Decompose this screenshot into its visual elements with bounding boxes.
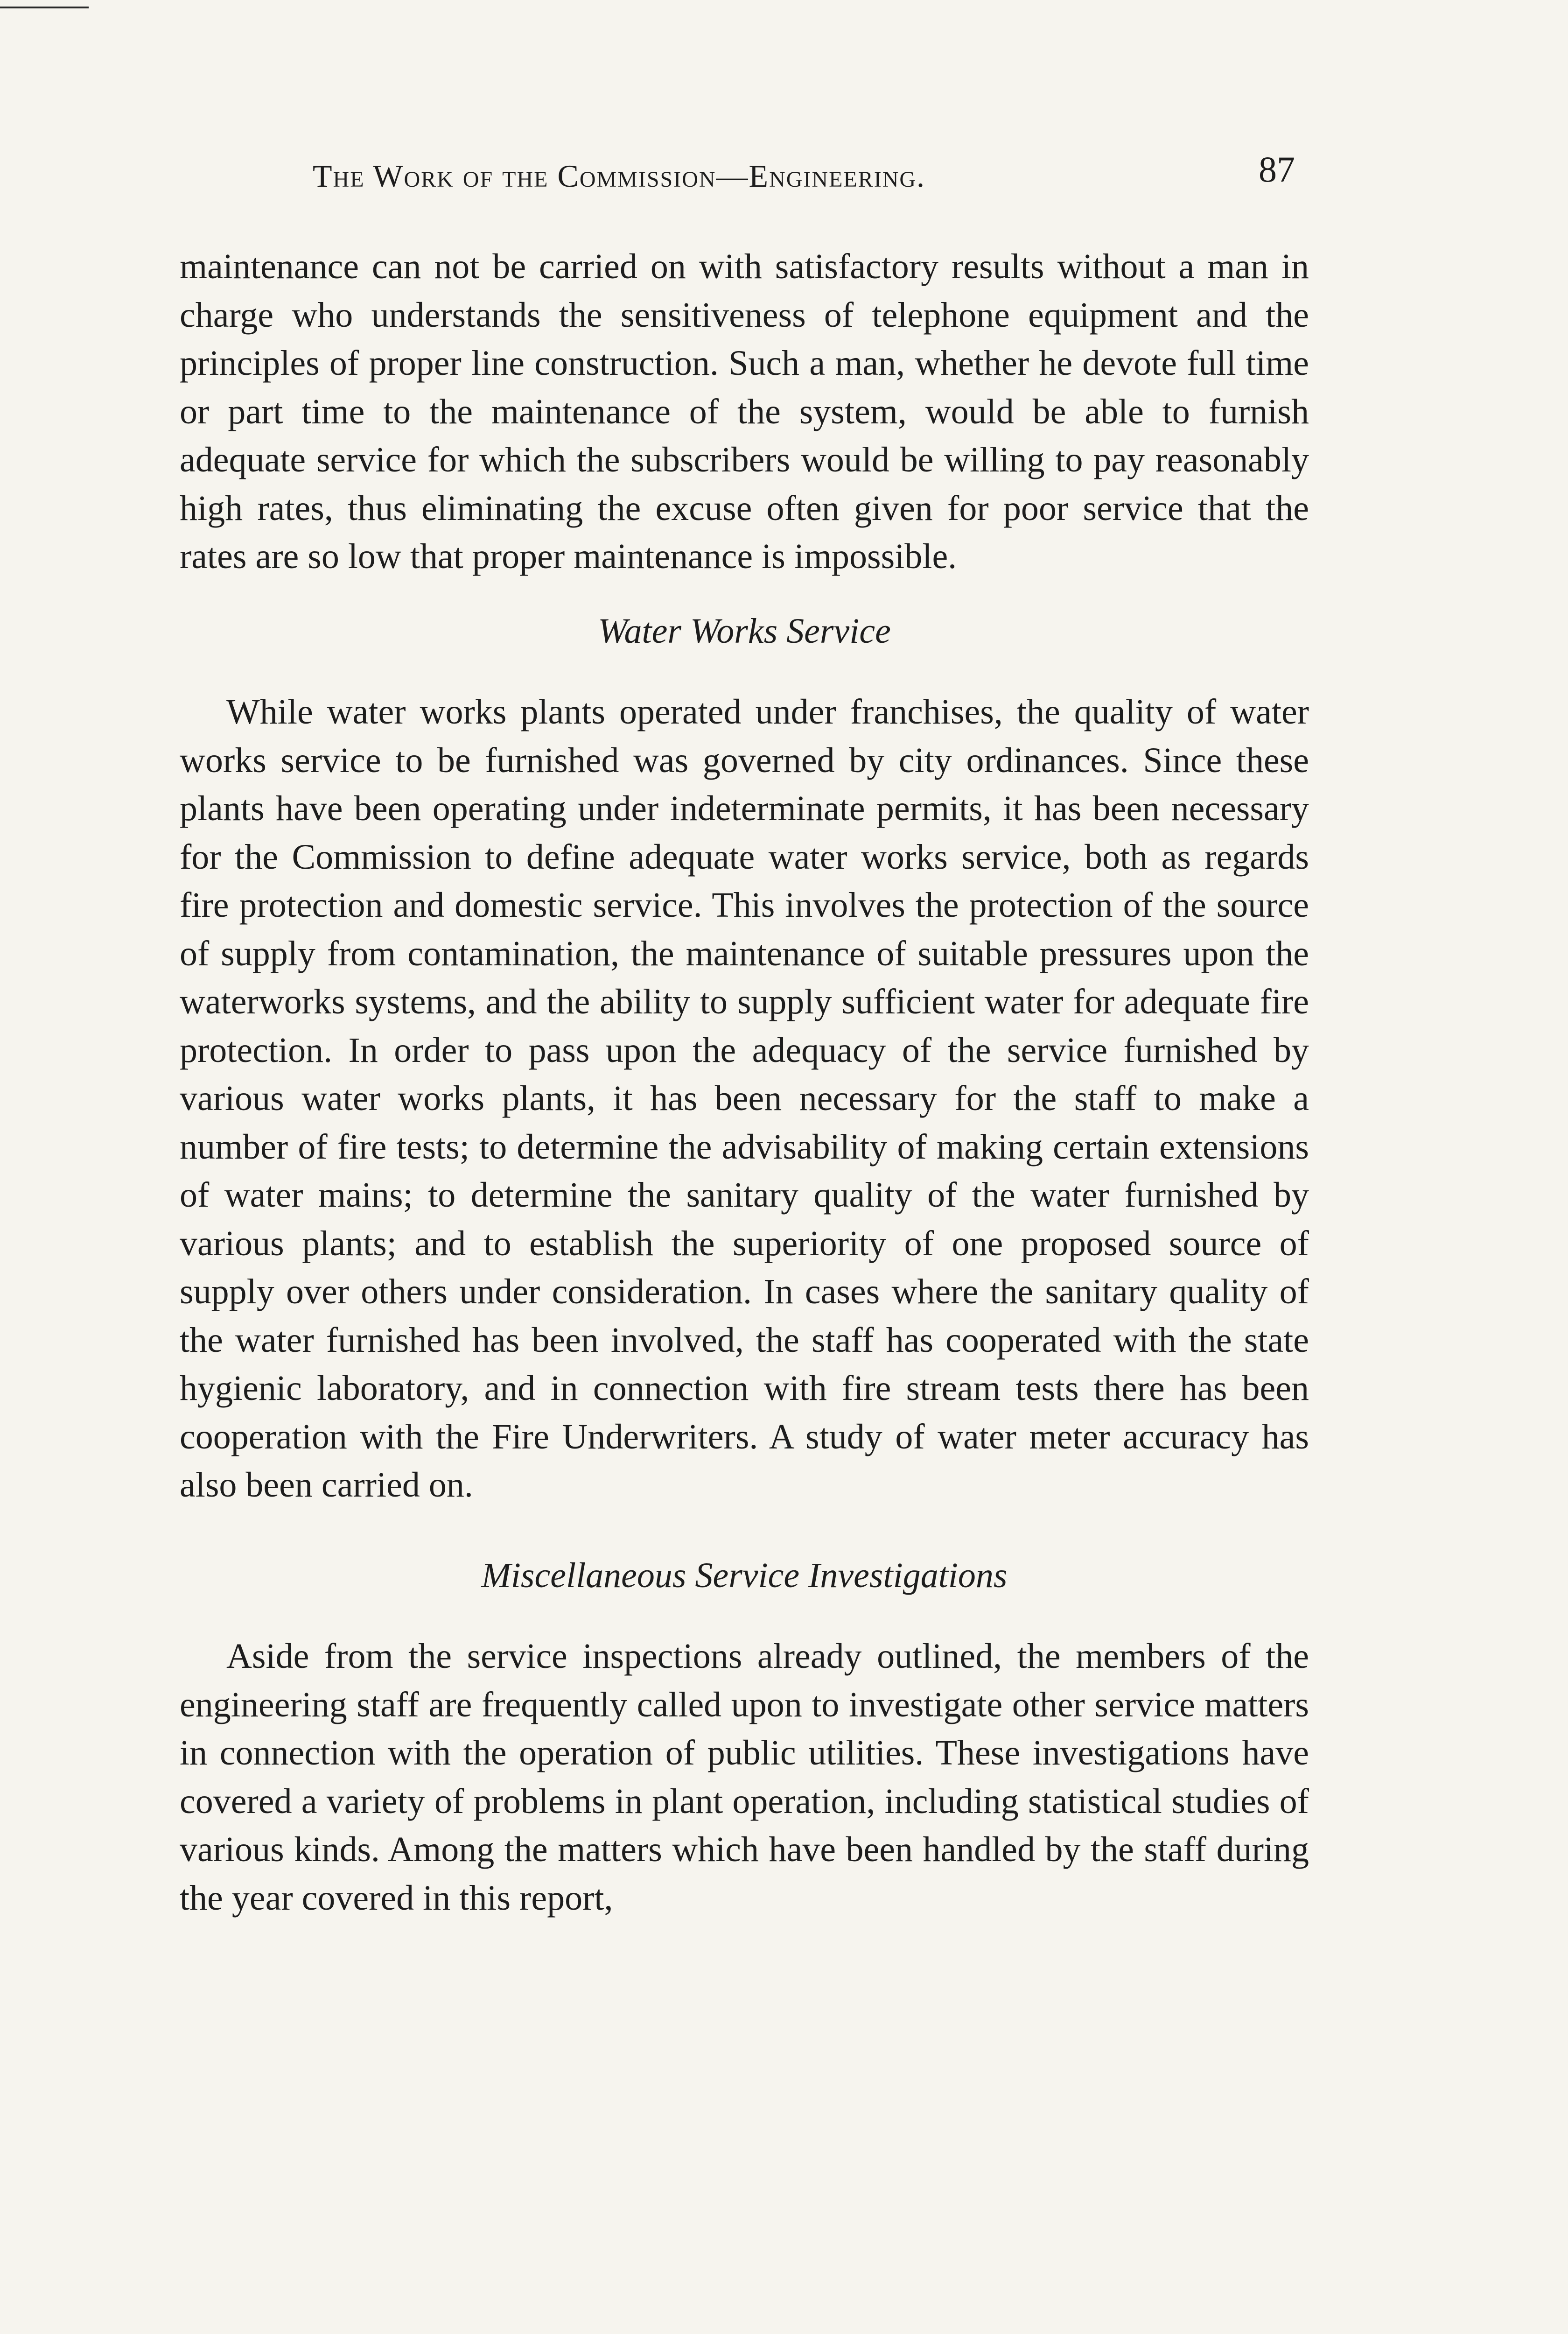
- page-header: [313, 148, 1293, 204]
- page-number: 87: [1259, 149, 1295, 190]
- body-text: [180, 243, 1309, 1922]
- heading-miscellaneous-service-investigations: Miscellaneous Service Investigations: [481, 1555, 1008, 1595]
- paragraph-water-works: While water works plants operated under franchises, the quality of water works service to be furnished was governed by city ordinances. Since these plants have been operating under indeterminate permits, it has been necessary for the Commission to define adequate water works service, both as regards fire protection and domestic service. This involves the protection of the source of supply from contamination, the maintenance of suitable pressures upon the waterworks systems, and the ability to supply sufficient water for adequate fire protection. In order to pass upon the adequacy of the service furnished by various water works plants, it has been necessary for the staff to make a number of fire tests; to determine the advisability of making certain extensions of water mains; to determine the sanitary quality of the water furnished by various plants; and to establish the superiority of one proposed source of supply over others under consideration. In cases where the sanitary quality of the water furnished has been involved, the staff has cooperated with the state hygienic laboratory, and in connection with fire stream tests there has been cooperation with the Fire Underwriters. A study of water meter accuracy has also been carried on.: [180, 692, 1309, 1504]
- paragraph-maintenance: maintenance can not be carried on with satisfactory results without a man in charge who understands the sensitiveness of telephone equipment and the principles of proper line construction. Such a man, whether he devote full time or part time to the maintenance of the system, would be able to furnish adequate service for which the subscribers would be willing to pay reasonably high rates, thus eliminating the excuse often given for poor service that the rates are so low that proper maintenance is impossible.: [180, 247, 1309, 576]
- heading-water-works-service: Water Works Service: [598, 611, 891, 651]
- corner-rule: [0, 7, 89, 8]
- running-head: The Work of the Commission—Engineering.: [313, 158, 926, 194]
- paragraph-miscellaneous: Aside from the service inspections already outlined, the members of the engineering staff are frequently called upon to investigate other service matters in connection with the operation of public utilities. These investigations have covered a variety of problems in plant operation, including statistical studies of various kinds. Among the matters which have been handled by the staff during the year covered in this report,: [180, 1637, 1309, 1918]
